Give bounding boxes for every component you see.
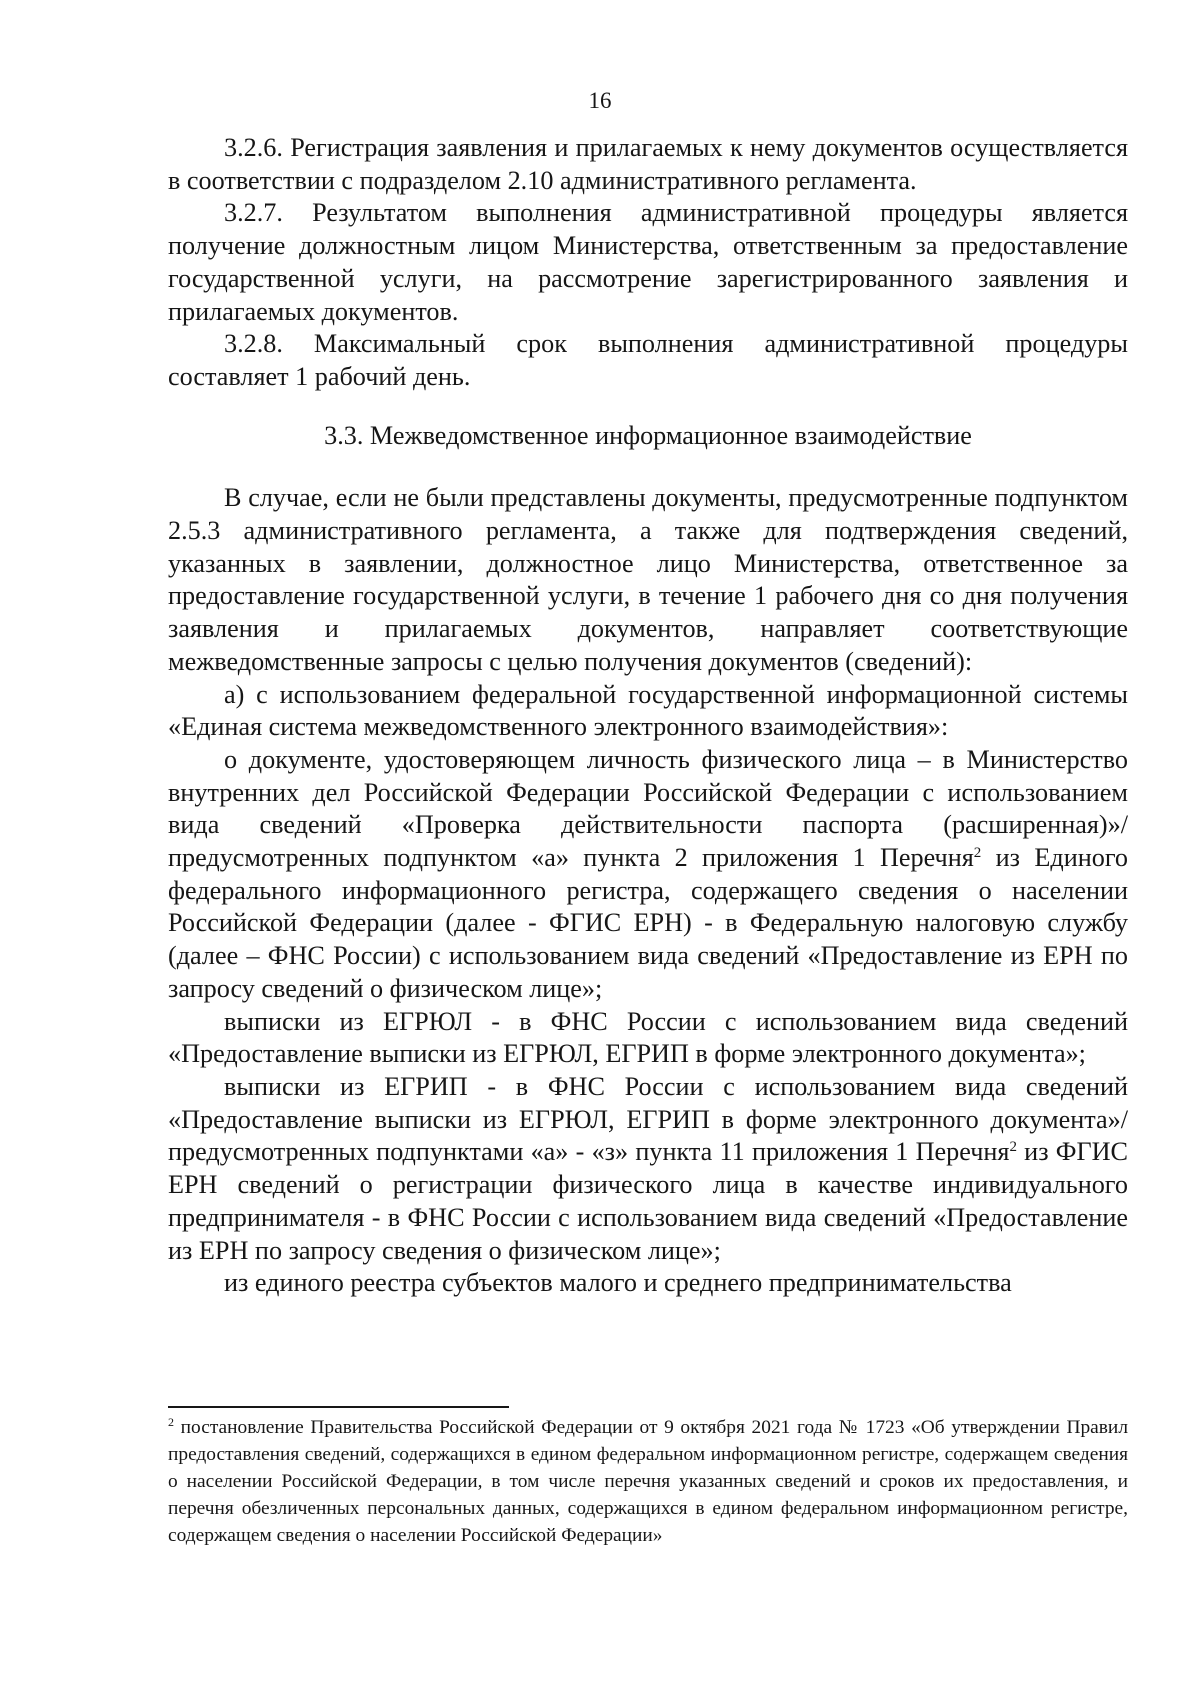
paragraph-3-2-8: 3.2.8. Максимальный срок выполнения административной процедуры составляет 1 рабочий день. [168,329,1128,391]
paragraph-identity-document [168,744,1128,1006]
footnote-separator [168,1406,509,1408]
footnote-2 [168,1414,1128,1549]
paragraph-egrip-extract-text-2: из ФГИС ЕРН сведений о регистрации физического лица в качестве индивидуального предпринимателя - в ФНС России с использованием вида сведений «Предоставление из ЕРН по запросу сведения о физическом лице»; [168,1137,1128,1265]
footnote-text: постановление Правительства Российской Федерации от 9 октября 2021 года № 1723 «Об утверждении Правил предоставления сведений, содержащихся в едином федеральном информационном регистре, содержащем сведения о населении Российской Федерации, в том числе перечня указанных сведений и сроков их предоставления, и перечня обезличенных персональных данных, содержащихся в едином федеральном информационном регистре, содержащем сведения о населении Российской Федерации» [168,1417,1128,1546]
paragraph-identity-document-text-1: о документе, удостоверяющем личность физического лица – в Министерство внутренних дел Российской Федерации Российской Федерации с использованием вида сведений «Проверка действительности паспорта (расширенная)»/предусмотренных подпунктом «а» пункта 2 приложения 1 Перечня [168,744,1128,873]
section-heading: 3.3. Межведомственное информационное взаимодействие [324,420,972,450]
paragraph-item-a: а) с использованием федеральной государственной информационной системы «Единая система межведомственного электронного взаимодействия»: [168,679,1128,742]
footnote-area [168,1414,1128,1549]
paragraph-intro: В случае, если не были представлены документы, предусмотренные подпунктом 2.5.3 административного регламента, а также для подтверждения сведений, указанных в заявлении, должностное лицо Министерства, ответственное за предоставление государственной услуги, в течение 1 рабочего дня со дня получения заявления и прилагаемых документов, направляет соответствующие межведомственные запросы с целью получения документов (сведений): [168,483,1128,676]
footnote-reference: 2 [1009,1139,1017,1156]
paragraph-egrip-extract [168,1071,1128,1267]
paragraph-sme-registry: из единого реестра субъектов малого и среднего предпринимательства [224,1268,1012,1298]
paragraph-egrip-extract-text-1: выписки из ЕГРИП - в ФНС России с использованием вида сведений «Предоставление выписки из ЕГРЮЛ, ЕГРИП в форме электронного документа»/предусмотренных подпунктами «а» - «з» пункта 11 приложения 1 Перечня [168,1071,1128,1167]
paragraph-3-2-7: 3.2.7. Результатом выполнения административной процедуры является получение должностным лицом Министерства, ответственным за предоставление государственной услуги, на рассмотрение зарегистрированного заявления и прилагаемых документов. [168,198,1128,326]
paragraph-identity-document-text-2: из Единого федерального информационного регистра, содержащего сведения о населении Российской Федерации (далее - ФГИС ЕРН) - в Федеральную налоговую службу (далее – ФНС России) с использованием вида сведений «Предоставление из ЕРН по запросу сведений о физическом лице»; [168,843,1129,1003]
page-number: 16 [588,88,612,113]
footnote-reference: 2 [973,845,982,862]
paragraph-3-2-6: 3.2.6. Регистрация заявления и прилагаемых к нему документов осуществляется в соответствии с подразделом 2.10 административного регламента. [168,133,1128,195]
paragraph-egrul-extract: выписки из ЕГРЮЛ - в ФНС России с использованием вида сведений «Предоставление выписки из ЕГРЮЛ, ЕГРИП в форме электронного документа»; [168,1006,1128,1069]
footnote-marker: 2 [168,1415,174,1429]
body-text [168,132,1128,1300]
